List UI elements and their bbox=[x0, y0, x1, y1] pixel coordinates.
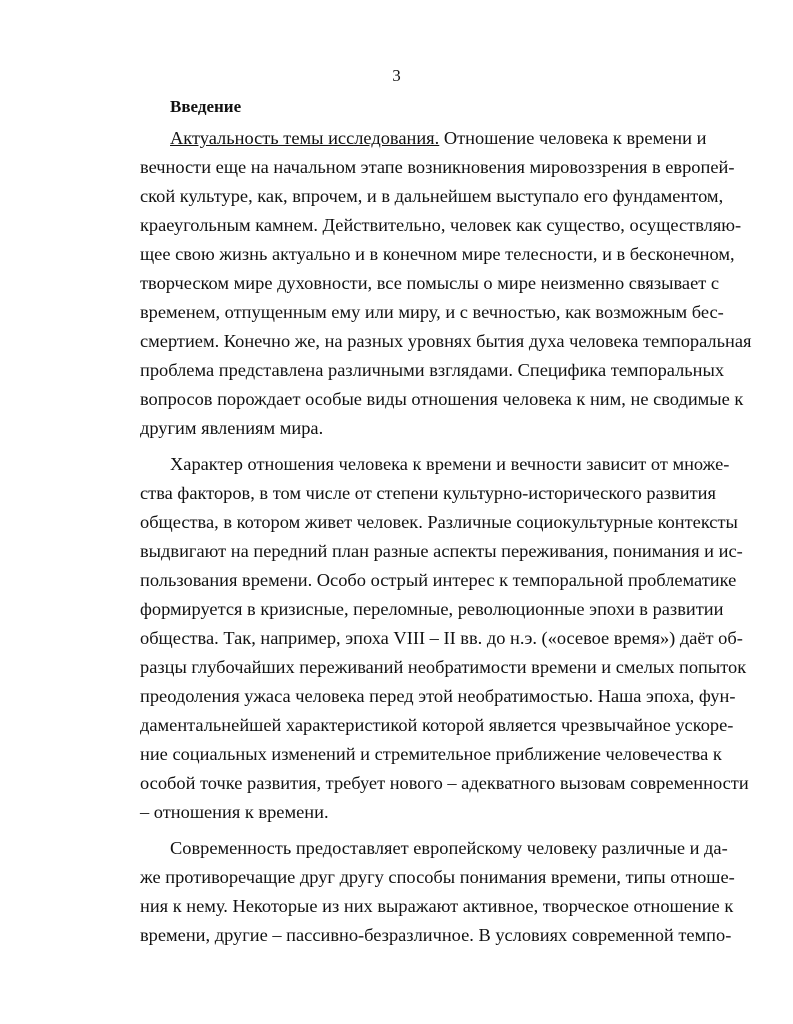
paragraph-3-line-3: ния к нему. Некоторые из них выражают активное, творческое отношение к bbox=[140, 896, 734, 916]
paragraph-1-line-5: щее свою жизнь актуально и в конечном мире телесности, и в бесконечном, bbox=[140, 244, 735, 264]
paragraph-1-line-11: другим явлениям мира. bbox=[140, 418, 324, 438]
paragraph-3-line-4: времени, другие – пассивно-безразличное. В условиях современной темпо- bbox=[140, 925, 732, 945]
paragraph-1-line-4: краеугольным камнем. Действительно, человек как существо, осуществляю- bbox=[140, 215, 742, 235]
page-number: 3 bbox=[392, 66, 401, 85]
paragraph-2-line-13: – отношения к времени. bbox=[140, 802, 329, 822]
paragraph-2-line-4: выдвигают на передний план разные аспекты переживания, понимания и ис- bbox=[140, 541, 743, 561]
paragraph-1-line-2: вечности еще на начальном этапе возникновения мировоззрения в европей- bbox=[140, 157, 735, 177]
paragraph-2-line-10: даментальнейшей характеристикой которой является чрезвычайное ускоре- bbox=[140, 715, 734, 735]
paragraph-3-line-2: же противоречащие друг другу способы понимания времени, типы отноше- bbox=[140, 867, 735, 887]
paragraph-1-line-3: ской культуре, как, впрочем, и в дальнейшем выступало его фундаментом, bbox=[140, 186, 724, 206]
paragraph-2-line-6: формируется в кризисные, переломные, революционные эпохи в развитии bbox=[140, 599, 724, 619]
paragraph-1-line-9: проблема представлена различными взглядами. Специфика темпоральных bbox=[140, 360, 725, 380]
paragraph-2-line-12: особой точке развития, требует нового – адекватного вызовам современности bbox=[140, 773, 749, 793]
paragraph-2-line-5: пользования времени. Особо острый интерес к темпоральной проблематике bbox=[140, 570, 737, 590]
paragraph-2-line-2: ства факторов, в том числе от степени культурно-исторического развития bbox=[140, 483, 716, 503]
section-heading: Введение bbox=[170, 97, 242, 116]
paragraph-1-line-7: временем, отпущенным ему или миру, и с вечностью, как возможным бес- bbox=[140, 302, 724, 322]
paragraph-2-line-1: Характер отношения человека к времени и вечности зависит от множе- bbox=[170, 454, 730, 474]
paragraph-1-line-8: смертием. Конечно же, на разных уровнях бытия духа человека темпоральная bbox=[140, 331, 752, 351]
paragraph-2-line-9: преодоления ужаса человека перед этой необратимостью. Наша эпоха, фун- bbox=[140, 686, 736, 706]
topic-relevance-lead: Актуальность темы исследования. bbox=[170, 128, 440, 148]
paragraph-2-line-8: разцы глубочайших переживаний необратимости времени и смелых попыток bbox=[140, 657, 747, 677]
paragraph-1-line-1 bbox=[170, 127, 707, 149]
paragraph-1-line-1-text: Отношение человека к времени и bbox=[443, 128, 707, 148]
paragraph-1-line-6: творческом мире духовности, все помыслы о мире неизменно связывает с bbox=[140, 273, 720, 293]
paragraph-1-line-10: вопросов порождает особые виды отношения человека к ним, не сводимые к bbox=[140, 389, 744, 409]
paragraph-3-line-1: Современность предоставляет европейскому человеку различные и да- bbox=[170, 838, 728, 858]
paragraph-2-line-7: общества. Так, например, эпоха VIII – II вв. до н.э. («осевое время») даёт об- bbox=[140, 628, 743, 648]
paragraph-2-line-11: ние социальных изменений и стремительное приближение человечества к bbox=[140, 744, 722, 764]
paragraph-2-line-3: общества, в котором живет человек. Различные социокультурные контексты bbox=[140, 512, 738, 532]
